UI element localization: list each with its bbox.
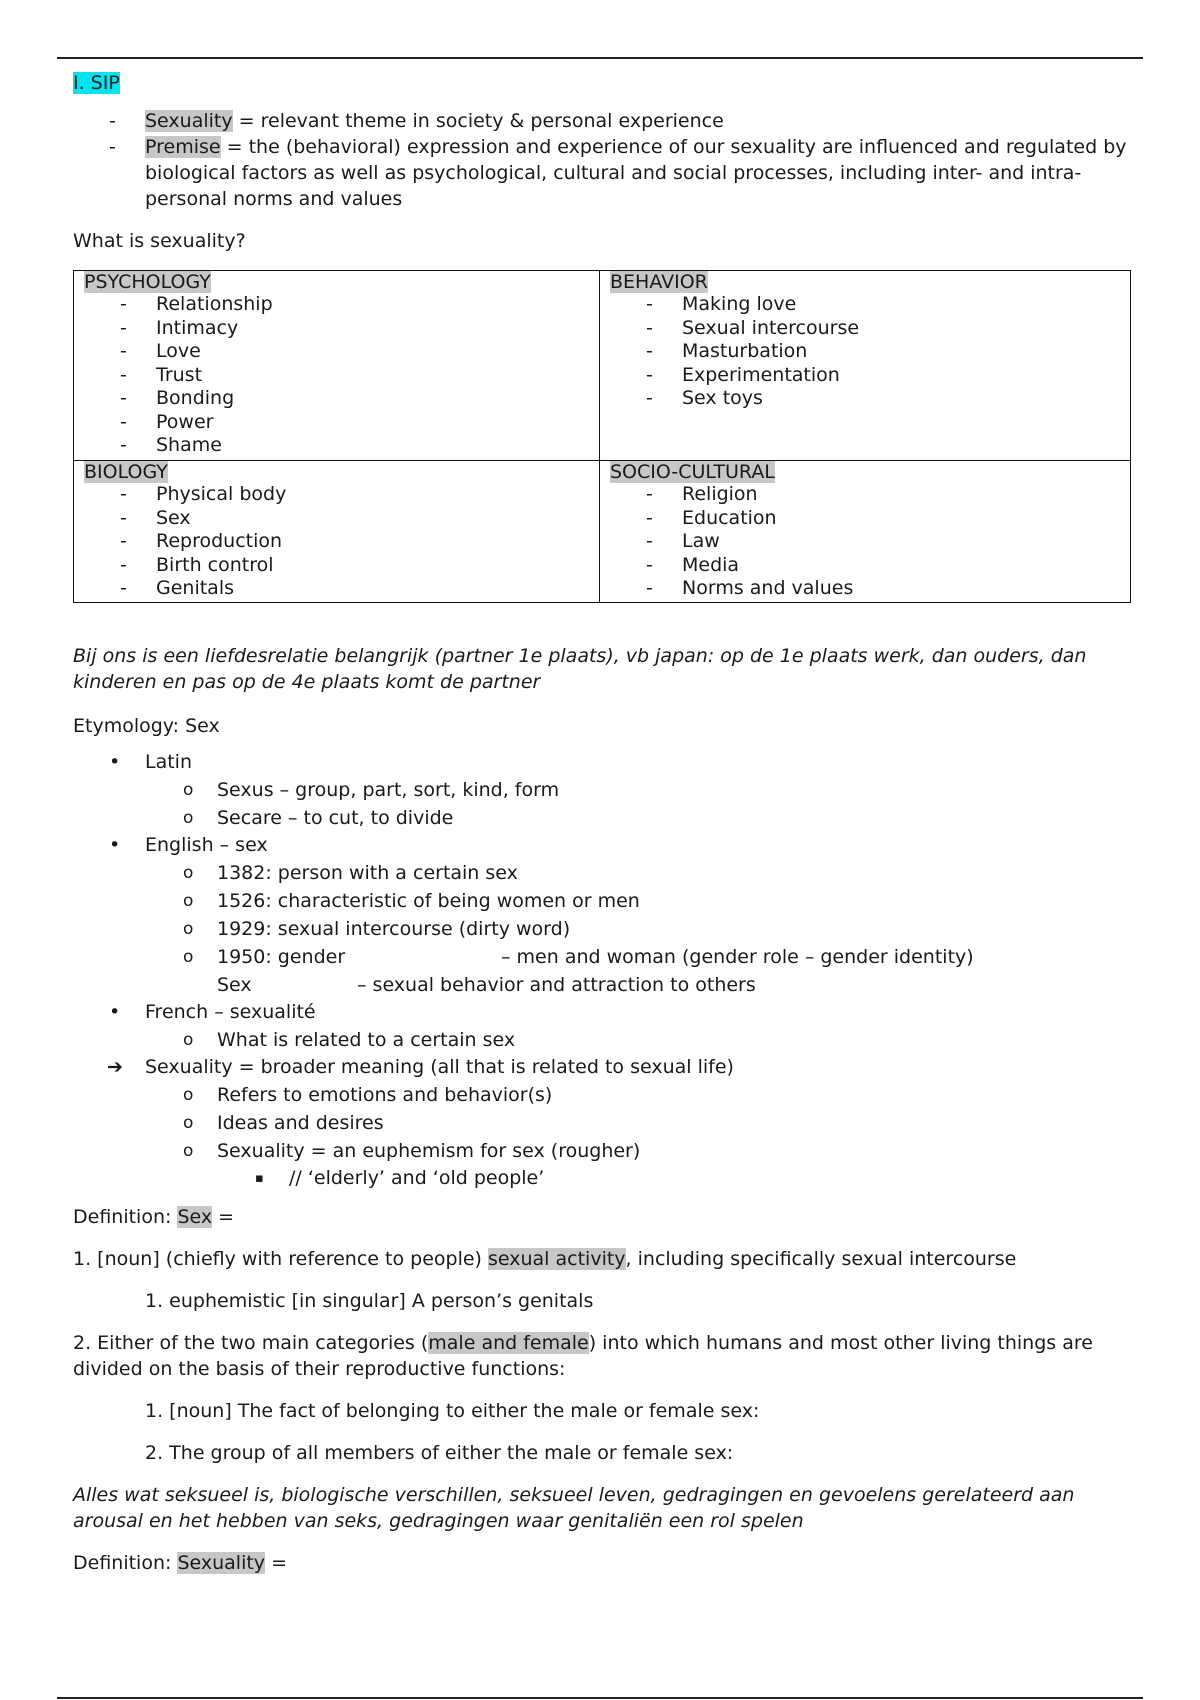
etymology-title: Etymology: Sex — [73, 715, 220, 737]
quadrant-title: PSYCHOLOGY — [84, 271, 211, 293]
list-item: - Love — [84, 340, 589, 364]
definition-sexuality-heading: Definition: Sexuality = — [73, 1552, 288, 1574]
list-item: - Sexual intercourse — [610, 317, 1120, 341]
list-item: o Secare – to cut, to divide — [145, 804, 1133, 832]
quadrant-socio-cultural — [600, 461, 1130, 602]
gender-value: – men and woman (gender role – gender identity) — [501, 946, 974, 968]
etymology-list — [73, 749, 1133, 1192]
definition-1: 1. [noun] (chiefly with reference to people) sexual activity, including specifically sexual intercourse — [73, 1248, 1017, 1270]
list-item: o Ideas and desires — [145, 1109, 1133, 1137]
list-item: - Norms and values — [610, 577, 1120, 601]
gender-key: o 1950: gender — [217, 946, 346, 968]
quadrant-title: BEHAVIOR — [610, 271, 708, 293]
list-item: o Refers to emotions and behavior(s) — [145, 1081, 1133, 1109]
list-item: o 1526: characteristic of being women or men — [145, 887, 1133, 915]
list-item: - Education — [610, 507, 1120, 531]
quadrant-biology — [74, 461, 600, 602]
list-item: - Bonding — [84, 387, 589, 411]
etymology-latin: • Latin o Sexus – group, part, sort, kind, form o Secare – to cut, to divide — [73, 749, 1133, 832]
quadrant-behavior — [600, 271, 1130, 461]
sex-value: – sexual behavior and attraction to others — [357, 974, 756, 996]
list-item: o 1382: person with a certain sex — [145, 859, 1133, 887]
document-body — [73, 70, 1133, 1576]
list-item: - Experimentation — [610, 364, 1120, 388]
list-item: - Sex — [84, 507, 589, 531]
intro-list — [73, 108, 1133, 212]
quadrant-title: BIOLOGY — [84, 461, 168, 483]
list-item: - Law — [610, 530, 1120, 554]
list-item: - Shame — [84, 434, 589, 458]
list-item: - Birth control — [84, 554, 589, 578]
list-item: - Media — [610, 554, 1120, 578]
definition-2-sub-1: 1. [noun] The fact of belonging to either the male or female sex: — [145, 1400, 760, 1422]
quadrant-title: SOCIO-CULTURAL — [610, 461, 775, 483]
sexuality-quadrant-table — [73, 270, 1131, 603]
section-title: I. SIP — [73, 72, 120, 94]
question-text: What is sexuality? — [73, 230, 246, 252]
list-item: - Sexuality = relevant theme in society & personal experience — [73, 108, 1133, 134]
list-item: ▪ // ‘elderly’ and ‘old people’ — [217, 1165, 1133, 1192]
list-item: - Trust — [84, 364, 589, 388]
note-dutch-definition: Alles wat seksueel is, biologische verschillen, seksueel leven, gedragingen en gevoelens gerelateerd aan arousal en het hebben van seks, gedragingen waar genitaliën een rol spelen — [73, 1484, 1075, 1532]
etymology-conclusion: ➔ Sexuality = broader meaning (all that is related to sexual life) o Refers to emotions and behavior(s) o Ideas and desires o Sexuality = an euphemism for sex (rougher) ▪ // ‘elderly’ and ‘old people’ — [73, 1054, 1133, 1192]
list-item: - Sex toys — [610, 387, 1120, 411]
list-item: - Genitals — [84, 577, 589, 601]
list-item: - Physical body — [84, 483, 589, 507]
definition-1-sub: 1. euphemistic [in singular] A person’s genitals — [145, 1290, 594, 1312]
definition-2: 2. Either of the two main categories (male and female) into which humans and most other living things are divided on the basis of their reproductive functions: — [73, 1332, 1093, 1380]
list-item: o 1929: sexual intercourse (dirty word) — [145, 915, 1133, 943]
definition-2-sub-2: 2. The group of all members of either the male or female sex: — [145, 1442, 734, 1464]
definition-sex-heading: Definition: Sex = — [73, 1206, 235, 1228]
list-item: - Making love — [610, 293, 1120, 317]
sex-key: Sex — [217, 974, 252, 996]
list-item: o What is related to a certain sex — [145, 1026, 1133, 1054]
etymology-french: • French – sexualité o What is related to a certain sex — [73, 999, 1133, 1054]
list-item: - Religion — [610, 483, 1120, 507]
list-item: - Masturbation — [610, 340, 1120, 364]
quadrant-psychology — [74, 271, 600, 461]
list-item: - Power — [84, 411, 589, 435]
list-item: - Reproduction — [84, 530, 589, 554]
list-item: - Relationship — [84, 293, 589, 317]
top-rule — [57, 57, 1143, 59]
bottom-rule — [57, 1697, 1143, 1699]
list-item: - Intimacy — [84, 317, 589, 341]
list-item: - Premise = the (behavioral) expression and experience of our sexuality are influenced and regulated by biological factors as well as psychological, cultural and social processes, including inter- and intra-personal norms and values — [73, 134, 1133, 212]
list-item — [145, 943, 1133, 971]
note-dutch-relationship: Bij ons is een liefdesrelatie belangrijk (partner 1e plaats), vb japan: op de 1e plaats werk, dan ouders, dan kinderen en pas op de 4e plaats komt de partner — [73, 645, 1087, 693]
etymology-english: • English – sex o 1382: person with a certain sex o 1526: characteristic of being women or men o 1929: sexual intercourse (dirty word) o 1950: gender – men and woman (gender role – gender identity) Sex – sexual behavior and attraction to others — [73, 832, 1133, 999]
list-item: o Sexuality = an euphemism for sex (rougher) ▪ // ‘elderly’ and ‘old people’ — [145, 1137, 1133, 1192]
list-item: o Sexus – group, part, sort, kind, form — [145, 776, 1133, 804]
